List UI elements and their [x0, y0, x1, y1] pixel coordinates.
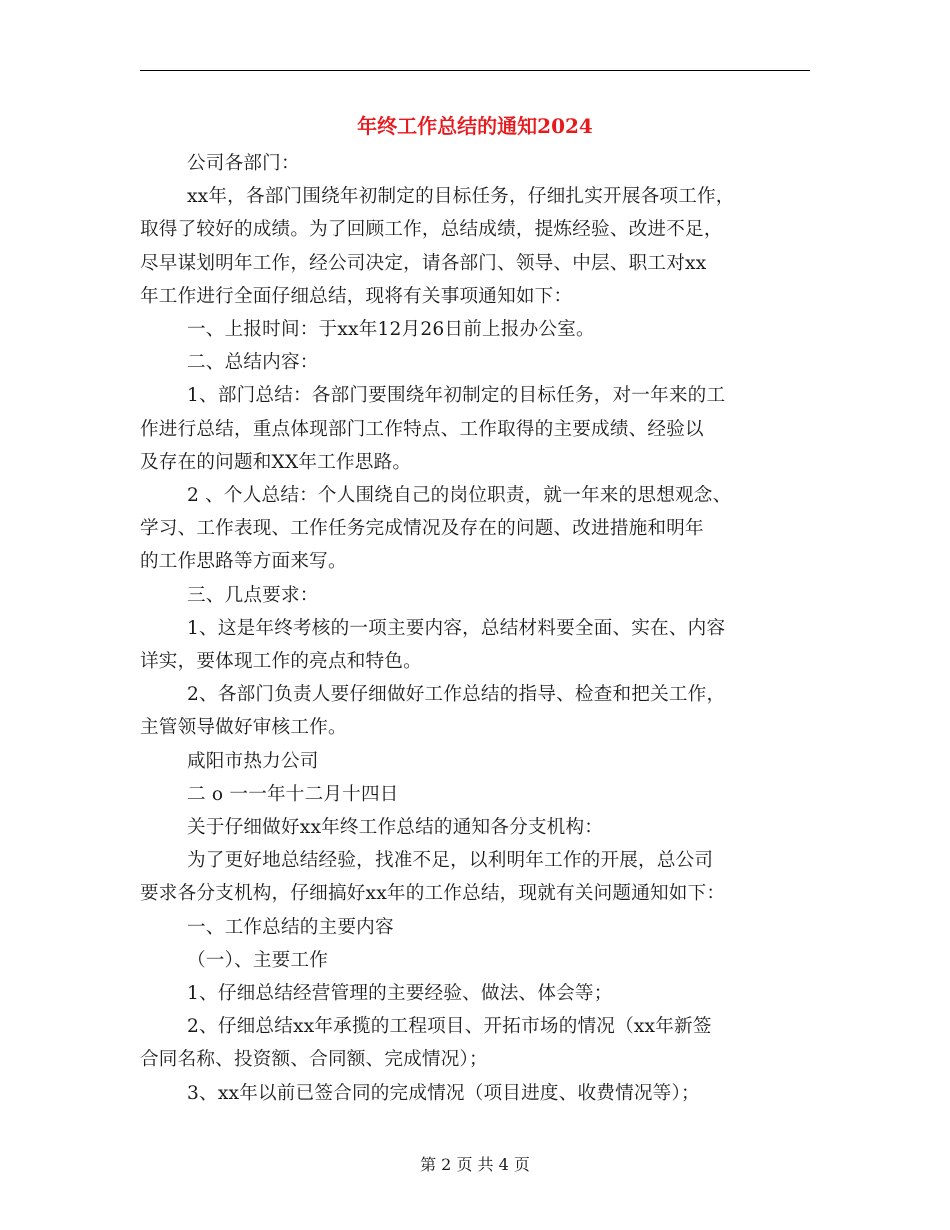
document-body	[140, 147, 810, 1110]
text-line: 及存在的问题和XX年工作思路。	[140, 451, 412, 473]
text-line: 1、这是年终考核的一项主要内容，总结材料要全面、实在、内容	[187, 617, 726, 639]
text-line: 2、各部门负责人要仔细做好工作总结的指导、检查和把关工作，	[187, 684, 726, 706]
text-line: 二、总结内容：	[187, 352, 319, 374]
text-line: （一）、主要工作	[187, 949, 329, 971]
text-line: 2、仔细总结xx年承揽的工程项目、开拓市场的情况（xx年新签	[187, 1016, 712, 1038]
text-line: 3、xx年以前已签合同的完成情况（项目进度、收费情况等）；	[187, 1082, 700, 1104]
text-line: 要求各分支机构，仔细搞好xx年的工作总结，现就有关问题通知如下：	[140, 883, 726, 905]
text-line: xx年，各部门围绕年初制定的目标任务，仔细扎实开展各项工作，	[187, 186, 735, 208]
text-line: 一、上报时间：于xx年12月26日前上报办公室。	[187, 319, 595, 341]
text-line: 2 、个人总结：个人围绕自己的岗位职责，就一年来的思想观念、	[187, 485, 732, 507]
header-rule	[140, 70, 810, 71]
document-text	[140, 147, 810, 1110]
text-line: 尽早谋划明年工作，经公司决定，请各部门、领导、中层、职工对xx	[140, 252, 707, 274]
text-line: 1、仔细总结经营管理的主要经验、做法、体会等；	[187, 983, 613, 1005]
text-line: 关于仔细做好xx年终工作总结的通知各分支机构：	[187, 817, 604, 839]
text-line: 合同名称、投资额、合同额、完成情况）；	[140, 1049, 488, 1071]
text-line: 年工作进行全面仔细总结，现将有关事项通知如下：	[140, 285, 573, 307]
text-line: 取得了较好的成绩。为了回顾工作，总结成绩，提炼经验、改进不足，	[140, 219, 723, 241]
text-line: 的工作思路等方面来写。	[140, 551, 347, 573]
text-line: 一、工作总结的主要内容	[187, 916, 394, 938]
signature-date: 二 o 一一年十二月十四日	[187, 783, 399, 805]
text-line: 1、部门总结：各部门要围绕年初制定的目标任务，对一年来的工	[187, 385, 726, 407]
text-line: 作进行总结，重点体现部门工作特点、工作取得的主要成绩、经验以	[140, 418, 704, 440]
text-line: 为了更好地总结经验，找准不足，以利明年工作的开展，总公司	[187, 850, 714, 872]
text-line: 详实，要体现工作的亮点和特色。	[140, 651, 422, 673]
text-line: 主管领导做好审核工作。	[140, 717, 347, 739]
page-number: 第 2 页 共 4 页	[420, 1155, 530, 1174]
text-line: 三、几点要求：	[187, 584, 319, 606]
text-line: 公司各部门：	[187, 153, 300, 174]
text-line: 学习、工作表现、工作任务完成情况及存在的问题、改进措施和明年	[140, 518, 704, 540]
signature-company: 咸阳市热力公司	[187, 750, 319, 772]
document-title: 年终工作总结的通知2024	[357, 114, 593, 138]
